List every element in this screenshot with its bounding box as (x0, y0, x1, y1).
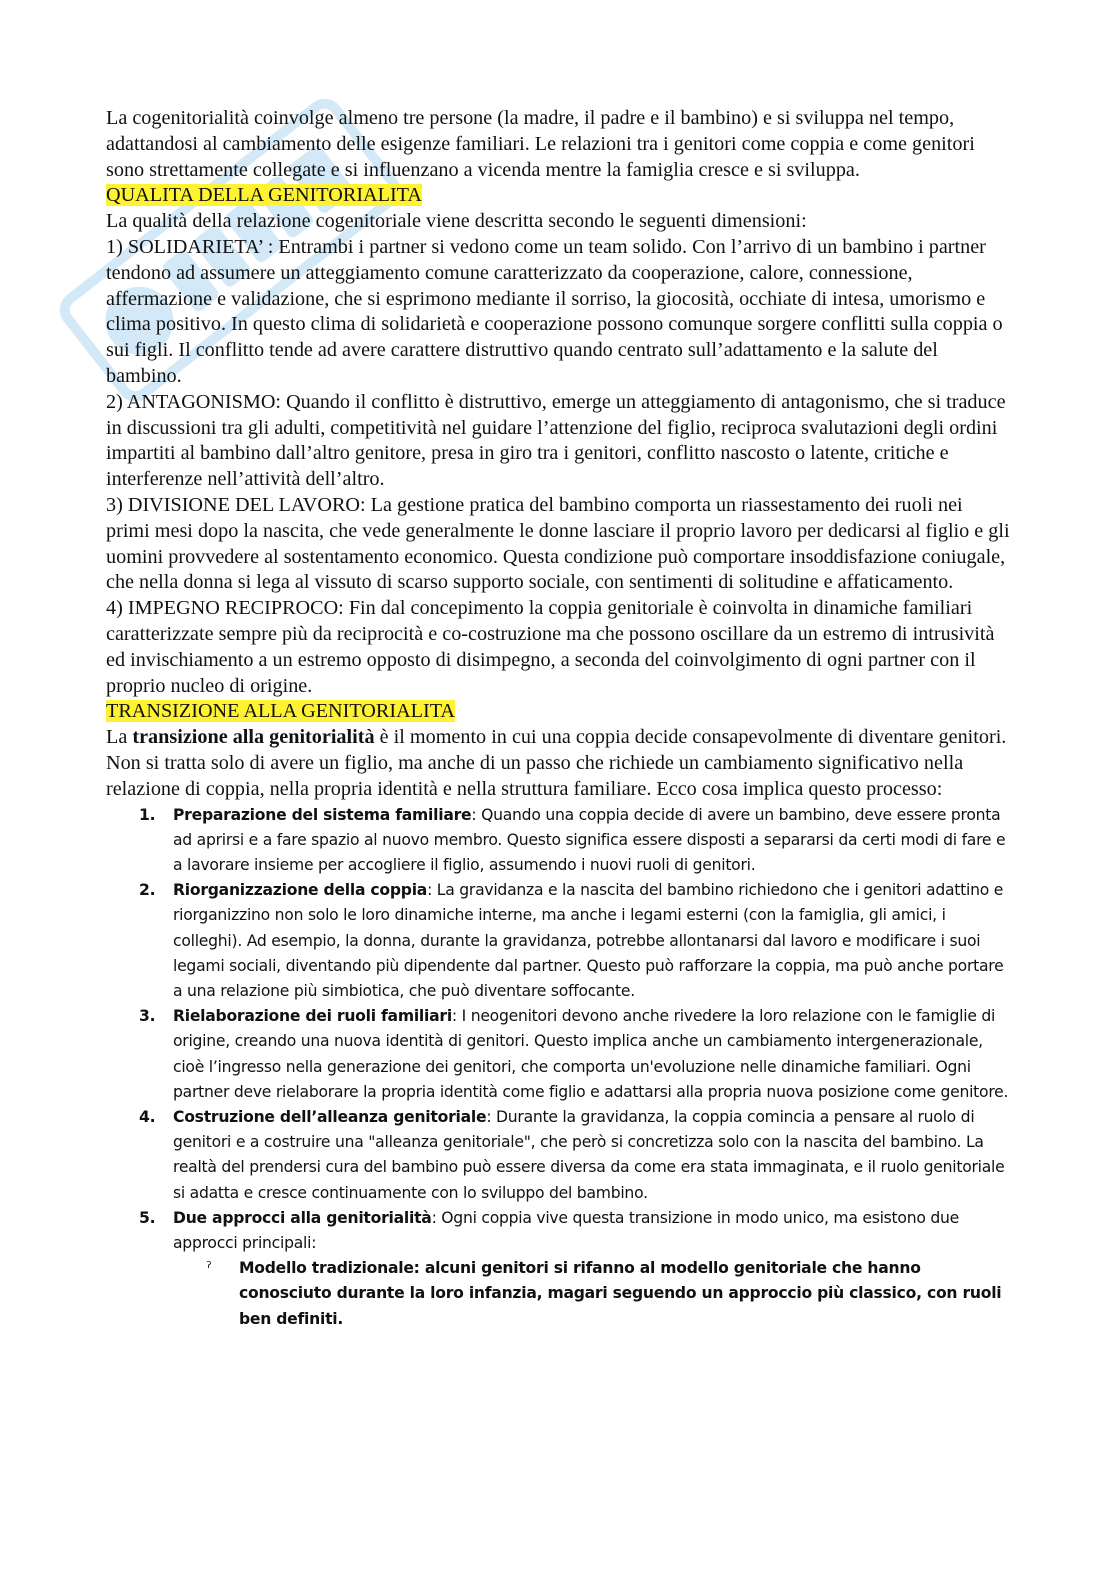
section-heading-quality: QUALITA DELLA GENITORIALITA (106, 184, 422, 207)
sub-list-item: ˀ Modello tradizionale: alcuni genitori si rifanno al modello genitoriale che hanno conosciuto durante la loro infanzia, magari seguendo un approccio più classico, con ruoli ben definiti. (106, 1256, 1011, 1332)
document-page (106, 106, 1011, 1332)
section-heading-transition: TRANSIZIONE ALLA GENITORIALITA (106, 700, 456, 723)
quality-point-3: 3) DIVISIONE DEL LAVORO: La gestione pratica del bambino comporta un riassestamento dei ruoli nei primi mesi dopo la nascita, che vede generalmente le donne lasciare il proprio lavoro per dedicarsi al figlio e gli uomini provvedere al sostentamento economico. Questa condizione può comportare insoddisfazione coniugale, che nella donna si lega al vissuto di scarso supporto sociale, con sentimenti di solitudine e affaticamento. (106, 493, 1010, 594)
quality-point-2: 2) ANTAGONISMO: Quando il conflitto è distruttivo, emerge un atteggiamento di antagonismo, che si traduce in discussioni tra gli adulti, competitività nel guidare l’attenzione del figlio, reciproca svalutazioni degli ordini impartiti al bambino dall’altro genitore, presa in giro tra i genitori, conflitto nascosto o latente, critiche e interferenze nell’attività dell’altro. (106, 390, 1006, 491)
quality-point-1: 1) SOLIDARIETA’ : Entrambi i partner si vedono come un team solido. Con l’arrivo di un bambino i partner tendono ad assumere un atteggiamento comune caratterizzato da cooperazione, calore, connessione, affermazione e validazione, che si esprimono mediante il sorriso, la giocosità, occhiate di intesa, umorismo e clima positivo. In questo clima di solidarietà e cooperazione possono comunque sorgere conflitti sulla coppia o sui figli. Il conflitto tende ad avere carattere distruttivo quando centrato sull’adattamento e la salute del bambino. (106, 235, 1003, 387)
list-item: 4. Costruzione dell’alleanza genitoriale: Durante la gravidanza, la coppia comincia a pensare al ruolo di genitori e a costruire una "alleanza genitoriale", che però si concretizza solo con la nascita del bambino. La realtà del prendersi cura del bambino può essere diversa da come era stata immaginata, e il ruolo genitoriale si adatta e cresce continuamente con lo sviluppo del bambino. (139, 1107, 1005, 1202)
list-item: 2. Riorganizzazione della coppia: La gravidanza e la nascita del bambino richiedono che i genitori adattino e riorganizzino non solo le loro dinamiche interne, ma anche i legami esterni (con la famiglia, gli amici, i colleghi). Ad esempio, la donna, durante la gravidanza, potrebbe allontanarsi dal lavoro e modificare i suoi legami sociali, diventando più dipendente dal partner. Questo può rafforzare la coppia, ma può anche portare a una relazione più simbiotica, che può diventare soffocante. (139, 881, 1004, 1000)
list-item: 5. Due approcci alla genitorialità: Ogni coppia vive questa transizione in modo unico, ma esistono due approcci principali: (139, 1208, 959, 1252)
quality-lead: La qualità della relazione cogenitoriale viene descritta secondo le seguenti dimensioni: (106, 210, 807, 233)
transition-lead: La transizione alla genitorialità è il momento in cui una coppia decide consapevolmente di diventare genitori. Non si tratta solo di avere un figlio, ma anche di un passo che richiede un cambiamento significativo nella relazione di coppia, nella propria identità e nella struttura familiare. Ecco cosa implica questo processo: (106, 726, 1007, 800)
list-item: 1. Preparazione del sistema familiare: Quando una coppia decide di avere un bambino, deve essere pronta ad aprirsi e a fare spazio al nuovo membro. Questo significa essere disposti a separarsi da certi modi di fare e a lavorare insieme per accogliere il figlio, assumendo i nuovi ruoli di genitori. (139, 805, 1006, 874)
intro-paragraph: La cogenitorialità coinvolge almeno tre persone (la madre, il padre e il bambino) e si sviluppa nel tempo, adattandosi al cambiamento delle esigenze familiari. Le relazioni tra i genitori come coppia e come genitori sono strettamente collegate e si influenzano a vicenda mentre la famiglia cresce e si sviluppa. (106, 107, 975, 181)
bullet-icon: ˀ (206, 1259, 212, 1278)
list-item: 3. Rielaborazione dei ruoli familiari: I neogenitori devono anche rivedere la loro relazione con le famiglie di origine, creando una nuova identità di genitori. Questo implica anche un cambiamento intergenerazionale, cioè l’ingresso nella generazione dei genitori, che comporta un'evoluzione nelle dinamiche familiari. Ogni partner deve rielaborare la propria identità come figlio e adattarsi alla propria nuova posizione come genitore. (139, 1007, 1009, 1101)
quality-point-4: 4) IMPEGNO RECIPROCO: Fin dal concepimento la coppia genitoriale è coinvolta in dinamiche familiari caratterizzate sempre più da reciprocità e co-costruzione ma che possono oscillare da un estremo di intrusività ed invischiamento a un estremo opposto di disimpegno, a seconda del coinvolgimento di ogni partner con il proprio nucleo di origine. (106, 597, 995, 697)
transition-list (106, 803, 1011, 1257)
